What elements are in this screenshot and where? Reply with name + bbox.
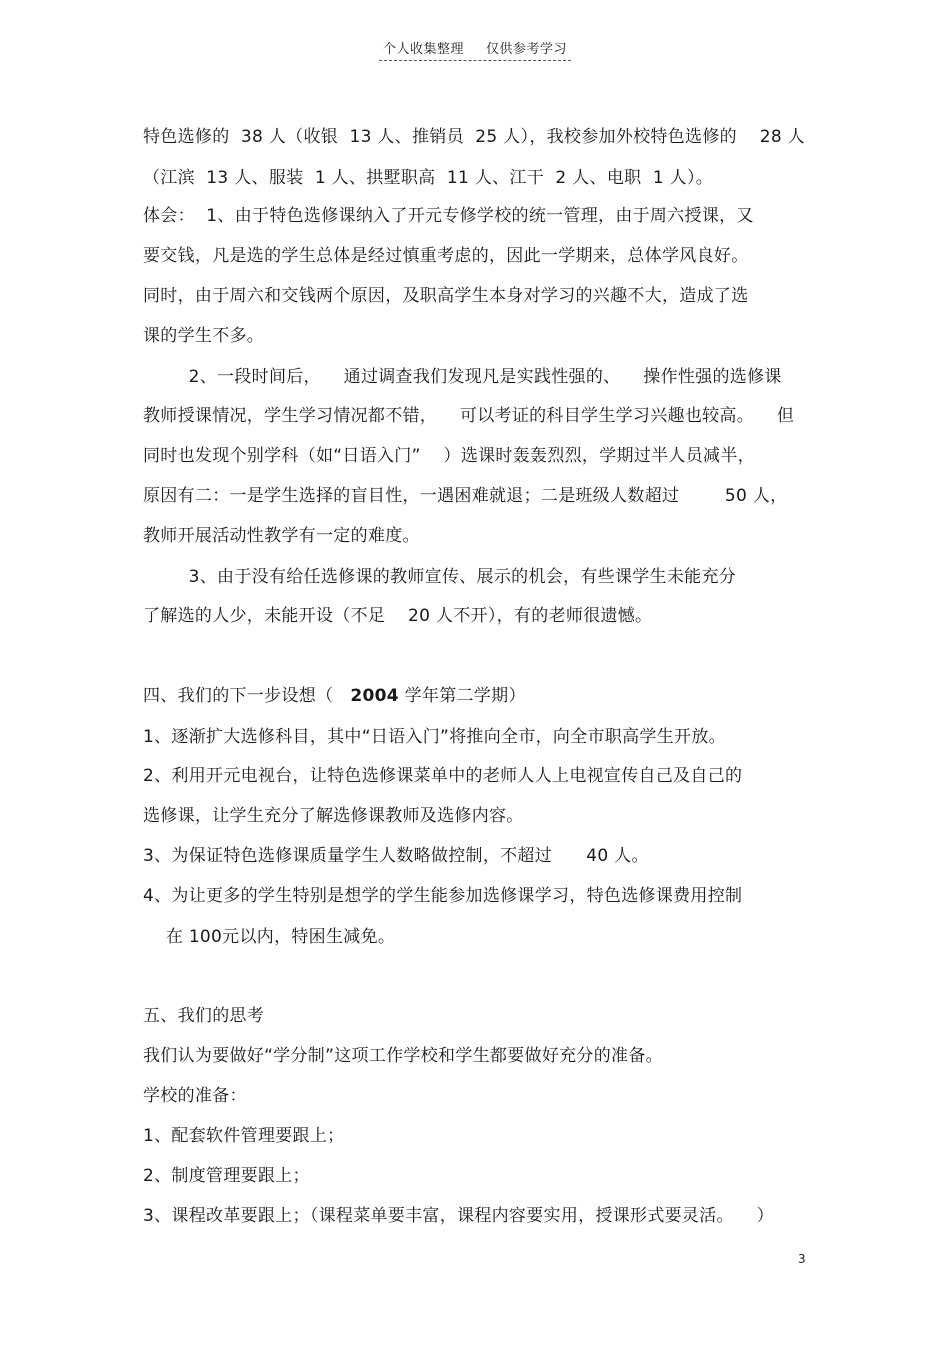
body-line: 1、逐渐扩大选修科目，其中“日语入门”将推向全市，向全市职高学生开放。 (143, 727, 726, 747)
body-line: 原因有二：一是学生选择的盲目性，一遇困难就退；二是班级人数超过 50 人， (143, 486, 788, 506)
body-line: 教师授课情况，学生学习情况都不错， 可以考证的科目学生学习兴趣也较高。 但 (143, 406, 795, 426)
header-text (379, 38, 571, 61)
body-line: 3、为保证特色选修课质量学生人数略做控制，不超过 40 人。 (143, 846, 649, 866)
school-year: 2004 (350, 686, 399, 706)
body-line: 教师开展活动性教学有一定的难度。 (143, 526, 420, 546)
header-left: 个人收集整理 (382, 42, 464, 57)
body-line: 要交钱，凡是选的学生总体是经过慎重考虑的，因此一学期来，总体学风良好。 (143, 246, 749, 266)
body-line: 2、制度管理要跟上； (143, 1166, 310, 1186)
body-line: 了解选的人少，未能开设（不足 20 人不开），有的老师很遗憾。 (143, 606, 653, 626)
body-line: 课的学生不多。 (143, 326, 265, 346)
body-line: 体会： 1、由于特色选修课纳入了开元专修学校的统一管理，由于周六授课，又 (143, 206, 754, 226)
section-heading-4-text: 四、我们的下一步设想（ (143, 686, 351, 706)
body-line: 我们认为要做好“学分制”这项工作学校和学生都要做好充分的准备。 (143, 1046, 663, 1066)
section-heading-4-tail: 学年第二学期） (398, 686, 526, 706)
body-line: （江滨 13 人、服装 1 人、拱墅职高 11 人、江干 2 人、电职 1 人）。 (143, 168, 714, 188)
body-line: 2、一段时间后， 通过调查我们发现凡是实践性强的、 操作性强的选修课 (143, 367, 782, 387)
body-line: 1、配套软件管理要跟上； (143, 1126, 345, 1146)
body-line: 在 100元以内，特困生减免。 (143, 927, 396, 947)
body-line: 3、课程改革要跟上；（课程菜单要丰富，课程内容要实用，授课形式要灵活。 ） (143, 1206, 774, 1226)
body-line: 2、利用开元电视台，让特色选修课菜单中的老师人人上电视宣传自己及自己的 (143, 766, 743, 786)
page-number: 3 (798, 1252, 806, 1266)
section-heading-5: 五、我们的思考 (143, 1006, 265, 1026)
body-line: 同时也发现个别学科（如“日语入门” ）选课时轰轰烈烈，学期过半人员减半， (143, 446, 755, 466)
page-header (0, 38, 950, 61)
body-line: 3、由于没有给任选修课的教师宣传、展示的机会，有些课学生未能充分 (143, 567, 737, 587)
header-right: 仅供参考学习 (486, 42, 568, 57)
body-line: 选修课，让学生充分了解选修课教师及选修内容。 (143, 806, 524, 826)
body-line: 学校的准备： (143, 1086, 247, 1106)
section-heading-4 (143, 685, 526, 707)
body-line: 同时，由于周六和交钱两个原因，及职高学生本身对学习的兴趣不大，造成了选 (143, 286, 749, 306)
body-line: 4、为让更多的学生特别是想学的学生能参加选修课学习，特色选修课费用控制 (143, 886, 743, 906)
body-line: 特色选修的 38 人（收银 13 人、推销员 25 人），我校参加外校特色选修的 28 人 (143, 127, 805, 147)
